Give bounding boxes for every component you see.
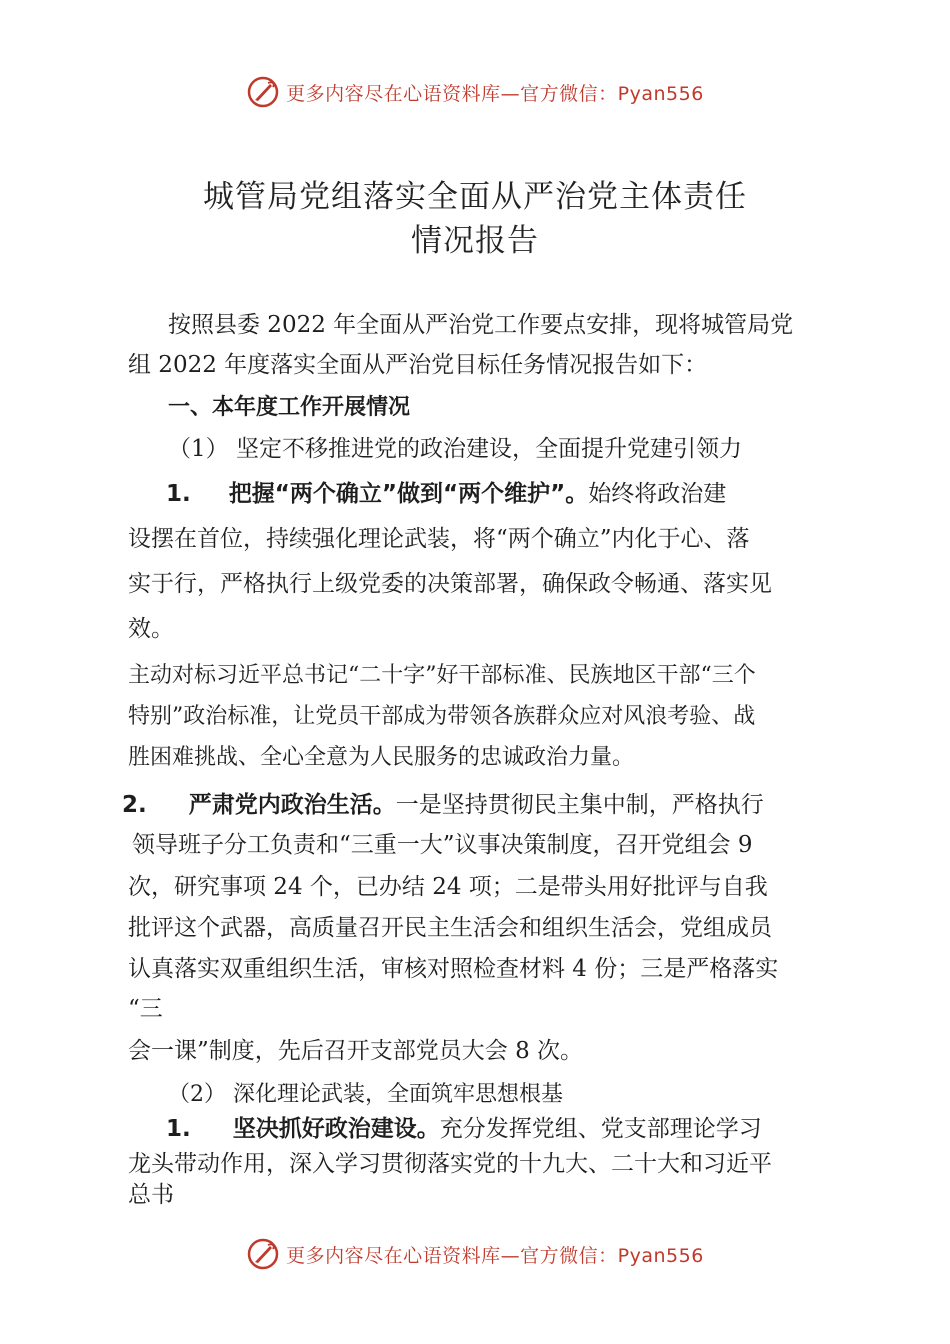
para-3-line-5: 认真落实双重组织生活，审核对照检查材料 4 份；三是严格落实 (128, 956, 779, 982)
para-3-line-2: 领导班子分工负责和“三重一大”议事决策制度，召开党组会 9 (132, 832, 753, 858)
intro-line-1: 按照县委 2022 年全面从严治党工作要点安排，现将城管局党 (168, 312, 794, 338)
item-2-line (122, 790, 764, 820)
item-3-number: 1. (166, 1116, 191, 1142)
para-2-line-2: 特别”政治标准，让党员干部成为带领各族群众应对风浪考验、战 (128, 704, 756, 729)
subheading-1: （1） 坚定不移推进党的政治建设，全面提升党建引领力 (168, 436, 742, 462)
wechat-id: Pyan556 (617, 1244, 704, 1267)
item-2-heading: 严肃党内政治生活。 (188, 792, 396, 818)
item-2-number: 2. (122, 792, 147, 818)
para-4-line-3: 总书 (128, 1182, 174, 1208)
quill-logo-icon (246, 75, 280, 109)
doc-title-line2: 情况报告 (411, 223, 539, 259)
header-banner (0, 72, 950, 112)
quill-logo-icon (246, 1237, 280, 1271)
footer-banner (0, 1234, 950, 1274)
para-1-line-2: 设摆在首位，持续强化理论武装，将“两个确立”内化于心、落 (128, 526, 750, 552)
para-2-line-1: 主动对标习近平总书记“二十字”好干部标准、民族地区干部“三个 (128, 663, 756, 688)
para-3-line-6: “三 (128, 996, 163, 1022)
doc-title-line1: 城管局党组落实全面从严治党主体责任 (203, 179, 747, 215)
item-3-text: 充分发挥党组、党支部理论学习 (439, 1116, 762, 1142)
item-2-text: 一是坚持贯彻民主集中制，严格执行 (395, 792, 764, 818)
para-3-line-3: 次，研究事项 24 个，已办结 24 项；二是带头用好批评与自我 (128, 874, 768, 900)
banner-text: 更多内容尽在心语资料库—官方微信：Pyan556 (286, 1244, 704, 1267)
subheading-2: （2） 深化理论武装，全面筑牢思想根基 (168, 1082, 563, 1107)
wechat-id: Pyan556 (617, 82, 704, 105)
para-1-line-3: 实于行，严格执行上级党委的决策部署，确保政令畅通、落实见 (128, 571, 772, 597)
intro-line-2: 组 2022 年度落实全面从严治党目标任务情况报告如下： (128, 352, 708, 378)
section-heading-1: 一、本年度工作开展情况 (168, 395, 411, 420)
para-3-line-4: 批评这个武器，高质量召开民主生活会和组织生活会，党组成员 (128, 915, 772, 941)
item-1-line (166, 479, 726, 509)
para-4-line-2: 龙头带动作用，深入学习贯彻落实党的十九大、二十大和习近平 (128, 1151, 772, 1177)
para-2-line-3: 胜困难挑战、全心全意为人民服务的忠诚政治力量。 (128, 745, 635, 770)
item-1-text: 始终将政治建 (588, 481, 727, 507)
item-1-heading: 把握“两个确立”做到“两个维护”。 (228, 481, 589, 507)
para-1-line-4: 效。 (128, 616, 174, 642)
item-3-heading: 坚决抓好政治建设。 (232, 1116, 440, 1142)
item-1-number: 1. (166, 481, 191, 507)
para-3-line-7: 会一课”制度，先后召开支部党员大会 8 次。 (128, 1038, 584, 1064)
item-3-line (166, 1114, 762, 1144)
banner-text: 更多内容尽在心语资料库—官方微信：Pyan556 (286, 82, 704, 105)
